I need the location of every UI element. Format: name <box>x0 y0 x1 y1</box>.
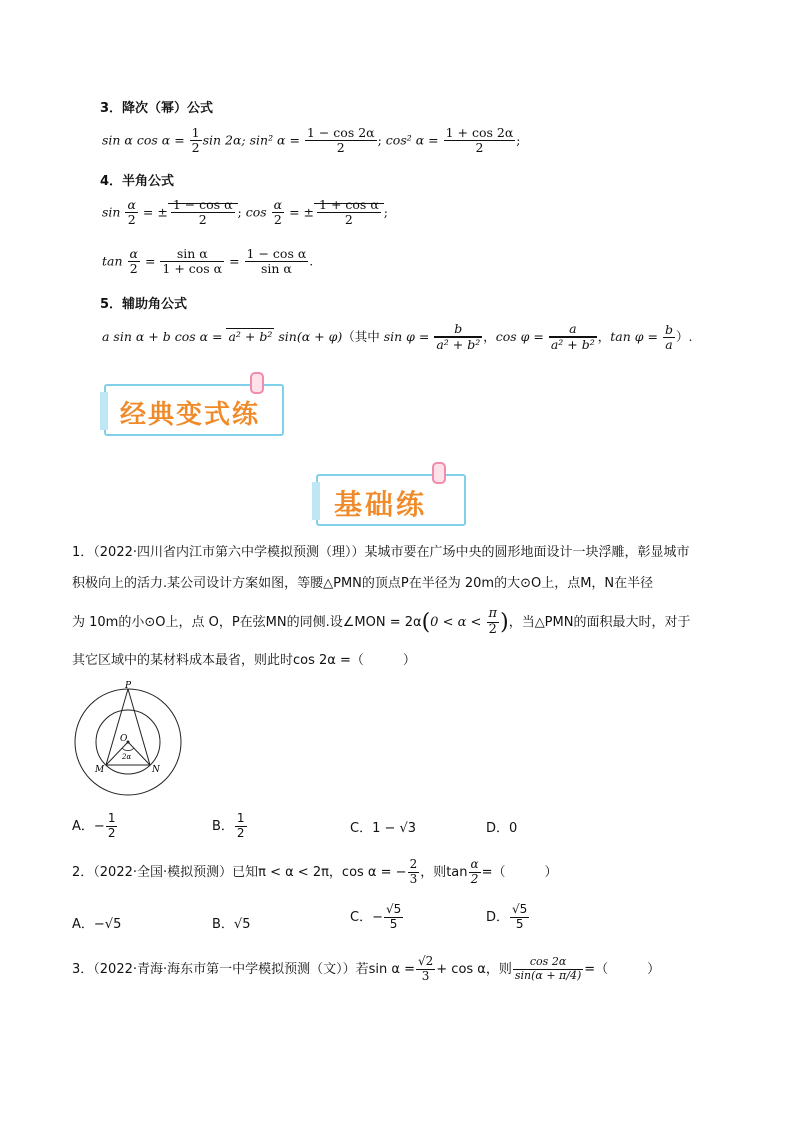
formula-half-angle-sin-cos: sin $\frac{\alpha}{2}$ = ± $\frac{\text{1 − cos α}}{2}$ ; cos $\frac{\alpha}{2}$ = ± $\frac{\text{1 + cos α}}{2}$ ; <box>102 197 388 228</box>
fig-label-n: N <box>152 765 160 775</box>
banner-basic-text: 基础练 <box>334 488 428 521</box>
q1-choice-b-label: B． <box>212 818 234 834</box>
q2-choice-d[interactable]: D． $\frac{√5}{5}$ <box>486 902 528 931</box>
q1-line3: 为 10m的小⊙O上，点 O，P在弦MN的同侧.设∠MON = 2α(0 < α < $\frac{\pi}{2}$ )，当△PMN的面积最大时，对于 <box>72 606 691 637</box>
q1-figure-circles <box>70 680 185 800</box>
q1-choice-b[interactable]: B． $\frac{1}{2}$ <box>212 811 245 840</box>
q2-stem: 2．（2022·全国·模拟预测）已知π < α < 2π，cos α = − $\frac{2}{3}$ ，则tan $\frac{\alpha}{2}$ =（ ） <box>72 857 558 886</box>
q2-choice-c-label: C．− <box>350 909 383 925</box>
q1-choice-a-label: A． <box>72 818 94 834</box>
q3-text-b: + cos α，则 <box>436 961 512 977</box>
q1-line3-text-b: ，当△PMN的面积最大时，对于 <box>508 614 691 630</box>
q1-choice-a[interactable]: A．− $\frac{1}{2}$ <box>72 811 116 840</box>
q2-choice-d-label: D． <box>486 909 510 925</box>
section-5-title: 5．辅助角公式 <box>100 297 188 312</box>
fig-label-m: M <box>95 765 105 775</box>
formula-power-reduction: sin α cos α = $\frac{1}{2}$ sin 2α; sin² α = $\frac{1 - \cos 2\alpha}{2}$ ; cos² α = $\frac{1 + \cos 2\alpha}{2}$ ; <box>102 125 521 156</box>
q1-line3-text-a: 为 10m的小⊙O上，点 O，P在弦MN的同侧.设∠MON = 2α <box>72 614 422 630</box>
q2-text-c: =（ ） <box>481 864 558 880</box>
q1-line1: 1．（2022·四川省内江市第六中学模拟预测（理））某城市要在广场中央的圆形地面设计一块浮雕，彰显城市 <box>72 545 690 560</box>
banner-classic-text: 经典变式练 <box>120 400 261 430</box>
q1-line4: 其它区域中的某材料成本最省，则此时cos 2α =（ ） <box>72 653 416 668</box>
q1-choice-c[interactable]: C．1 − √3 <box>350 821 417 836</box>
banner-basic-practice <box>316 474 466 526</box>
formula-half-angle-tan: tan $\frac{\alpha}{2}$ = $\frac{\text{sin α}}{\text{1 + cos α}}$ = $\frac{\text{1 − cos α}}{\text{sin α}}$ . <box>102 246 314 277</box>
q2-text-b: ，则tan <box>420 864 468 880</box>
q2-choice-c[interactable]: C．− $\frac{√5}{5}$ <box>350 902 402 931</box>
q3-stem: 3．（2022·青海·海东市第一中学模拟预测（文））若sin α = $\frac{√2}{3}$ + cos α，则 $\frac{\cos 2\alpha}{\sin(\alpha + \pi/4)}$ =（ ） <box>72 954 661 983</box>
q1-line2: 积极向上的活力.某公司设计方案如图，等腰△PMN的顶点P在半径为 20m的大⊙O上，点M，N在半径 <box>72 576 654 591</box>
q1-choice-d[interactable]: D．0 <box>486 821 518 836</box>
q3-text-c: =（ ） <box>584 961 661 977</box>
banner-classic-variants <box>104 384 284 436</box>
fig-label-p: P <box>125 681 132 691</box>
formula-auxiliary-angle: a sin α + b cos α = a² + b² sin(α + φ)（其中 sin φ = $\frac{b}{\text{a² + b²}}$ ，cos φ = $\frac{a}{\text{a² + b²}}$ ，tan φ = $\frac{b}{a}$ ）. <box>102 321 693 353</box>
section-3-title: 3．降次（幂）公式 <box>100 101 214 116</box>
q2-text-a: 2．（2022·全国·模拟预测）已知π < α < 2π，cos α = − <box>72 864 407 880</box>
q2-choice-a[interactable]: A．−√5 <box>72 917 122 932</box>
fig-label-o: O <box>120 734 128 744</box>
fig-label-angle: 2α <box>122 753 132 761</box>
section-4-title: 4．半角公式 <box>100 174 175 189</box>
q3-text-a: 3．（2022·青海·海东市第一中学模拟预测（文））若sin α = <box>72 961 415 977</box>
q2-choice-b[interactable]: B．√5 <box>212 917 251 932</box>
